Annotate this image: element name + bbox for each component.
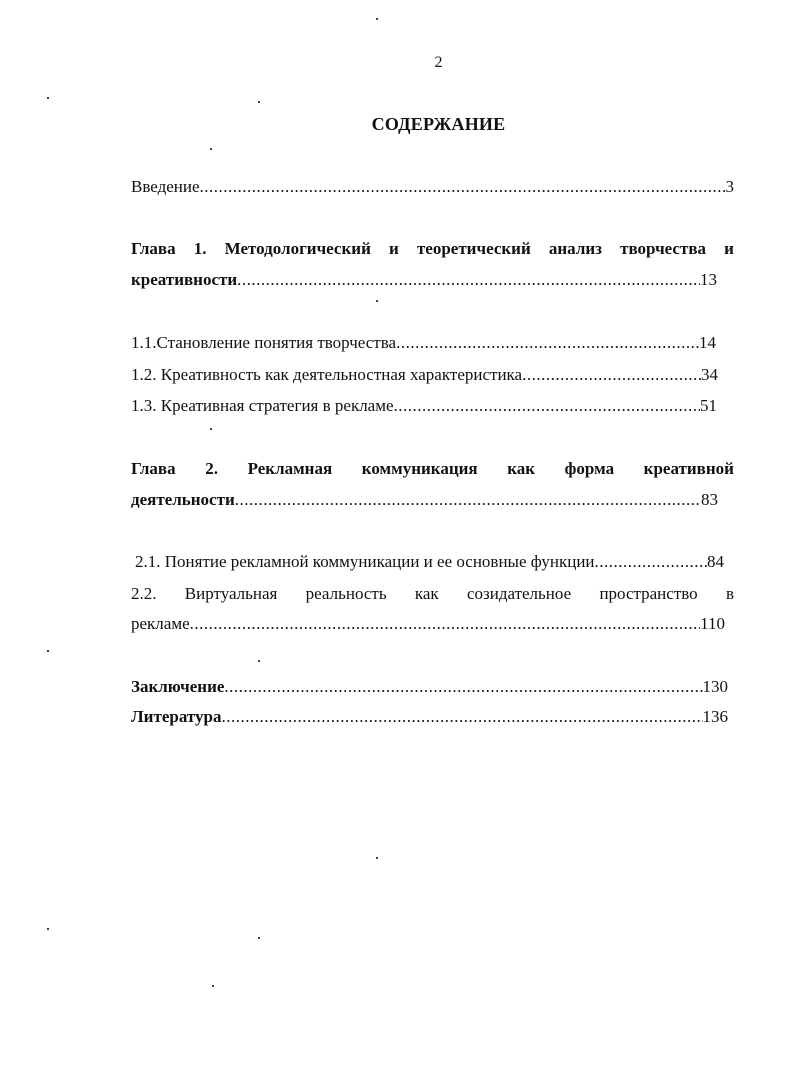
toc-label: креативности bbox=[131, 270, 238, 289]
toc-leader bbox=[394, 395, 700, 417]
word: 2.2. bbox=[131, 584, 157, 603]
toc-label: 1.1.Становление понятия творчества bbox=[131, 333, 397, 352]
toc-leader bbox=[200, 176, 726, 198]
toc-page: 14 bbox=[699, 333, 716, 352]
word: Виртуальная bbox=[184, 584, 278, 603]
toc-leader bbox=[522, 364, 701, 386]
toc-page: 51 bbox=[700, 396, 717, 415]
scan-speck bbox=[47, 650, 49, 652]
scan-speck bbox=[376, 857, 378, 859]
word: теоретический bbox=[416, 239, 531, 258]
scan-speck bbox=[258, 660, 260, 662]
toc-leader bbox=[235, 489, 701, 511]
page-number: 2 bbox=[434, 54, 443, 71]
toc-page: 34 bbox=[701, 365, 718, 384]
scan-speck bbox=[376, 18, 378, 20]
toc-entry-intro bbox=[131, 176, 734, 198]
toc-page: 13 bbox=[700, 270, 717, 289]
toc-entry-2-1 bbox=[135, 551, 724, 573]
toc-label: Введение bbox=[131, 177, 200, 196]
toc-leader bbox=[396, 332, 699, 354]
toc-label: 1.2. Креативность как деятельностная характеристика bbox=[131, 365, 523, 384]
toc-entry-1-1 bbox=[131, 332, 716, 354]
page-title: СОДЕРЖАНИЕ bbox=[371, 114, 506, 134]
toc-entry-2-2 bbox=[131, 613, 725, 635]
toc-entry-conclusion bbox=[131, 676, 728, 698]
word: и bbox=[724, 239, 734, 258]
word: пространство bbox=[599, 584, 698, 603]
word: созидательное bbox=[466, 584, 572, 603]
word: форма bbox=[564, 459, 615, 478]
scan-speck bbox=[212, 985, 214, 987]
word: анализ bbox=[548, 239, 602, 258]
scan-speck bbox=[210, 148, 212, 150]
word: коммуникация bbox=[361, 459, 478, 478]
toc-label: Литература bbox=[131, 707, 222, 726]
word: 1. bbox=[193, 239, 207, 258]
toc-page: 84 bbox=[707, 552, 724, 571]
scan-speck bbox=[47, 97, 49, 99]
word: Глава bbox=[131, 459, 176, 478]
toc-entry-chapter2 bbox=[131, 489, 718, 511]
toc-section-2-2-heading bbox=[131, 583, 734, 605]
word: как bbox=[507, 459, 536, 478]
toc-label: деятельности bbox=[131, 490, 235, 509]
toc-page: 110 bbox=[700, 614, 725, 633]
toc-entry-chapter1 bbox=[131, 269, 717, 291]
toc-page: 130 bbox=[702, 677, 728, 696]
word: Рекламная bbox=[247, 459, 333, 478]
scan-speck bbox=[258, 937, 260, 939]
word: Глава bbox=[131, 239, 176, 258]
scan-speck bbox=[210, 428, 212, 430]
toc-label: 1.3. Креативная стратегия в рекламе bbox=[131, 396, 394, 415]
toc-page: 136 bbox=[702, 707, 728, 726]
toc-page: 3 bbox=[725, 177, 734, 196]
toc-label: 2.1. Понятие рекламной коммуникации и ее основные функции bbox=[135, 552, 595, 571]
word: креативной bbox=[643, 459, 734, 478]
toc-entry-1-2 bbox=[131, 364, 718, 386]
toc-page: 83 bbox=[701, 490, 718, 509]
scan-speck bbox=[376, 300, 378, 302]
word: творчества bbox=[620, 239, 707, 258]
toc-leader bbox=[221, 706, 702, 728]
word: в bbox=[725, 584, 734, 603]
toc-leader bbox=[224, 676, 702, 698]
word: 2. bbox=[205, 459, 218, 478]
toc-chapter1-heading bbox=[131, 238, 734, 260]
toc-label: Заключение bbox=[131, 677, 225, 696]
toc-entry-literature bbox=[131, 706, 728, 728]
word: и bbox=[389, 239, 399, 258]
toc-entry-1-3 bbox=[131, 395, 717, 417]
scan-speck bbox=[258, 101, 260, 103]
toc-leader bbox=[190, 613, 700, 635]
word: реальность bbox=[305, 584, 387, 603]
toc-label: рекламе bbox=[131, 614, 190, 633]
scan-speck bbox=[47, 928, 49, 930]
word: как bbox=[414, 584, 439, 603]
toc-leader bbox=[595, 551, 707, 573]
toc-chapter2-heading bbox=[131, 458, 734, 480]
word: Методологический bbox=[224, 239, 371, 258]
toc-leader bbox=[237, 269, 700, 291]
